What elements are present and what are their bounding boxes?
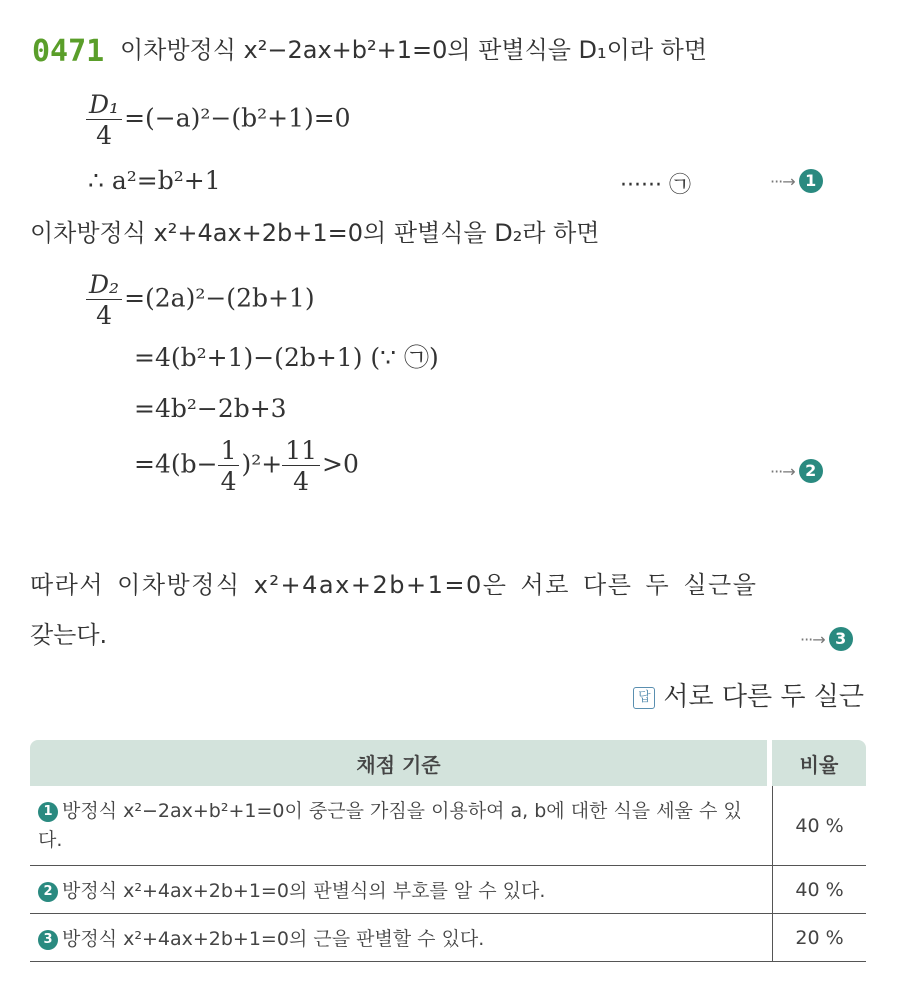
circled-number-icon: 3: [829, 627, 853, 651]
line-a-squared: ∴ a²=b²+1: [88, 166, 221, 195]
circled-number-icon: 2: [799, 459, 823, 483]
line-d2-intro: 이차방정식 x²+4ax+2b+1=0의 판별식을 D₂라 하면: [30, 219, 600, 247]
fraction-d2-over-4: $\frac{\text{D₂}}{4}$: [86, 272, 122, 328]
table-row: [30, 866, 866, 914]
table-row: [30, 786, 866, 866]
circled-number-icon: 2: [38, 882, 58, 902]
ratio-cell: 20 %: [772, 914, 866, 962]
ratio-cell: 40 %: [772, 786, 866, 866]
equation-label-giyeok: ······ ㉠: [620, 173, 691, 198]
answer: [633, 676, 864, 713]
answer-icon: 답: [633, 687, 655, 709]
line-d2-step4: =4(b− $\frac{1}{4}$ )²+ $\frac{11}{4}$ >0: [134, 436, 359, 496]
line-conclusion-end: 갖는다.: [30, 621, 108, 649]
fraction-one-quarter: $\frac{1}{4}$: [218, 438, 240, 494]
step-marker-3: ···→ 3: [800, 626, 853, 651]
criterion-cell: 3 방정식 x²+4ax+2b+1=0의 근을 판별할 수 있다.: [30, 914, 772, 962]
answer-text: 서로 다른 두 실근: [663, 682, 864, 712]
criterion-cell: 2 방정식 x²+4ax+2b+1=0의 판별식의 부호를 알 수 있다.: [30, 866, 772, 914]
grading-criteria-table: [30, 740, 866, 962]
line-d1-intro: 이차방정식 x²−2ax+b²+1=0의 판별식을 D₁이라 하면: [120, 36, 708, 64]
step-marker-2: ···→ 2: [770, 458, 823, 483]
line-conclusion: 따라서 이차방정식 x²+4ax+2b+1=0은 서로 다른 두 실근을: [30, 571, 758, 599]
fraction-d1-over-4: $\frac{\text{D₁}}{4}$: [86, 92, 122, 148]
header-ratio: 비율: [772, 740, 866, 786]
line-d1-eq: $\frac{\text{D₁}}{4}$ =(−a)²−(b²+1)=0: [86, 92, 351, 148]
fraction-eleven-quarters: $\frac{11}{4}$: [282, 438, 320, 494]
line-d2-eq: $\frac{\text{D₂}}{4}$ =(2a)²−(2b+1): [86, 272, 315, 328]
circled-number-icon: 1: [799, 169, 823, 193]
circled-number-icon: 3: [38, 930, 58, 950]
line-d2-step3: =4b²−2b+3: [134, 394, 287, 423]
table-row: [30, 914, 866, 962]
circled-number-icon: 1: [38, 802, 58, 822]
ratio-cell: 40 %: [772, 866, 866, 914]
header-criteria: 채점 기준: [30, 740, 772, 786]
step-marker-1: ···→ 1: [770, 168, 823, 193]
line-d2-step2: =4(b²+1)−(2b+1) (∵ ㉠): [134, 343, 439, 372]
problem-number: 0471: [32, 34, 105, 69]
criterion-cell: 1 방정식 x²−2ax+b²+1=0이 중근을 가짐을 이용하여 a, b에 대한 식을 세울 수 있다.: [30, 786, 772, 866]
